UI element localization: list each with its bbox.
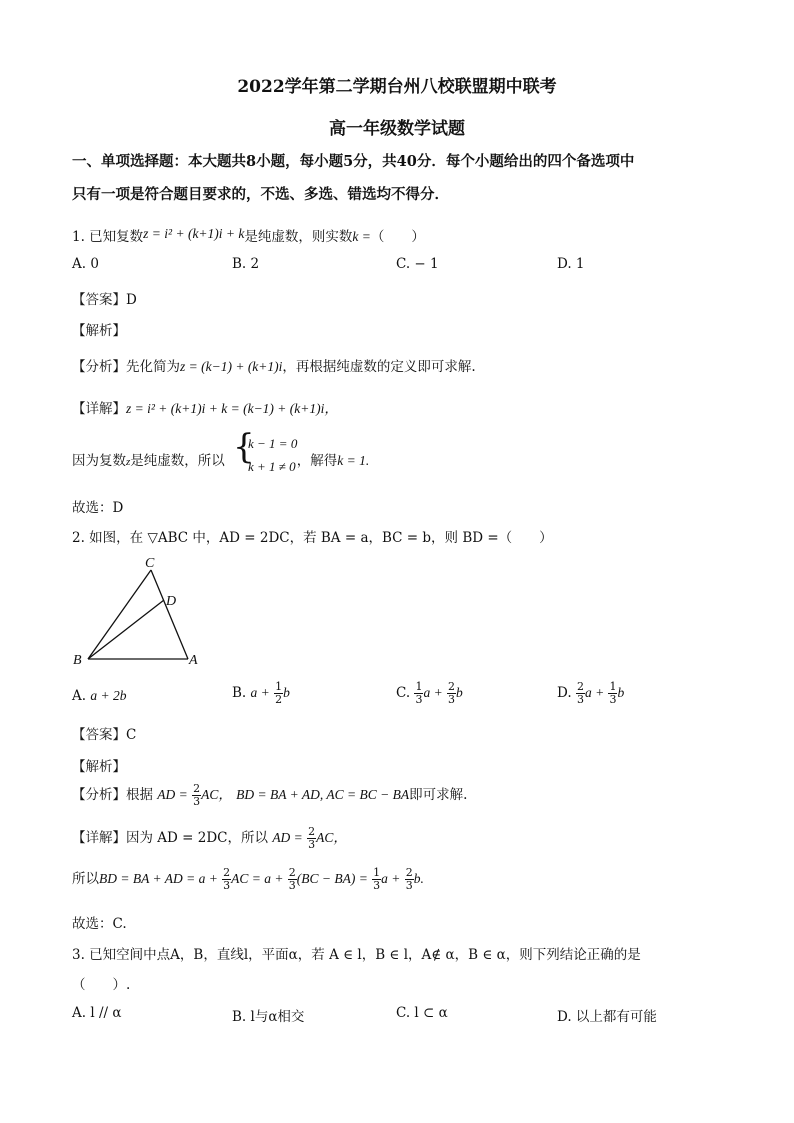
q1-fenxi-post: ，再根据纯虚数的定义即可求解.: [282, 359, 476, 375]
frac-num: 1: [609, 680, 617, 693]
frac-den: 3: [576, 693, 584, 706]
q2-option-d-mid: a +: [584, 685, 605, 700]
section-heading-line1: 一、单项选择题：本大题共8小题，每小题5分，共40分．每个小题给出的四个备选项中: [72, 153, 635, 170]
vertex-label-c: C: [145, 556, 155, 571]
q2-so-frac2: [288, 867, 297, 892]
q1-stem-formula: z = i² + (k+1)i + k: [143, 226, 245, 241]
q2-stem: 2. 如图，在 ▽ABC 中，AD = 2DC，若 BA = a，BC = b，则 BD =（ ）: [72, 530, 553, 546]
exam-title: 2022学年第二学期台州八校联盟期中联考: [237, 77, 557, 97]
frac-den: 3: [609, 693, 617, 706]
q2-fenxi-rhs: AC，: [201, 787, 232, 802]
frac-num: 2: [193, 782, 201, 795]
vertex-label-d: D: [166, 594, 177, 609]
q1-system-brace: {: [233, 427, 255, 467]
frac-den: 3: [288, 879, 296, 892]
q2-option-d-var: b: [617, 685, 625, 700]
q3-option-b: B. l与α相交: [232, 1009, 305, 1025]
q2-detail-label: 【详解】: [72, 830, 126, 846]
q1-system-line1: k − 1 = 0: [248, 436, 298, 451]
q1-stem-end: （ ）: [370, 229, 425, 245]
q2-so-pre: 所以: [72, 871, 99, 887]
q1-because-var: z: [126, 456, 131, 468]
q1-option-b: B. 2: [232, 256, 260, 272]
q1-stem: [72, 225, 425, 245]
q2-so-frac3: [372, 867, 381, 892]
q2-detail-pre: 因为 AD = 2DC，所以: [126, 830, 269, 846]
q2-answer-label: 【答案】: [72, 727, 126, 743]
q2-fenxi-pre: 根据: [126, 787, 153, 803]
q2-fenxi-post: 即可求解.: [409, 787, 468, 803]
exam-subtitle: 高一年级数学试题: [329, 119, 465, 139]
q2-so-d: a +: [381, 871, 401, 886]
q2-fenxi-label: 【分析】: [72, 787, 126, 803]
q2-so: [72, 867, 424, 892]
q3-option-a: A. l // α: [72, 1005, 122, 1021]
q2-so-a: BD = BA + AD = a +: [99, 871, 218, 886]
q2-detail: [72, 826, 347, 851]
q1-detail-formula: z = i² + (k+1)i + k = (k−1) + (k+1)i，: [126, 401, 338, 416]
q1-analysis-label: 【解析】: [72, 323, 126, 339]
q2-detail-lhs: AD =: [272, 830, 303, 845]
frac-den: 3: [308, 838, 316, 851]
q2-answer: [72, 723, 136, 743]
frac-num: 2: [308, 825, 316, 838]
q2-option-c-label: C.: [396, 685, 411, 701]
q1-detail: [72, 397, 338, 417]
frac-num: 2: [447, 680, 455, 693]
section-heading-line2: 只有一项是符合题目要求的，不选、多选、错选均不得分．: [72, 186, 449, 203]
q2-option-b: [232, 681, 290, 706]
frac-num: 1: [415, 680, 423, 693]
q1-option-c: C. − 1: [396, 256, 439, 272]
edge-bc: [88, 570, 151, 659]
q1-option-a: A. 0: [72, 256, 99, 272]
q2-option-a-expr: a + 2b: [90, 688, 127, 703]
q2-option-a-label: A.: [72, 688, 87, 704]
frac-num: 1: [373, 866, 381, 879]
q1-option-d: D. 1: [557, 256, 585, 272]
q1-detail-label: 【详解】: [72, 401, 126, 417]
q1-because: [72, 449, 369, 469]
q1-stem-mid: 是纯虚数，则实数: [244, 229, 353, 245]
q2-so-frac4: [405, 867, 414, 892]
q1-because-post: ，解得: [296, 453, 338, 469]
q2-option-d-frac1: [576, 681, 585, 706]
q1-fenxi: [72, 355, 476, 375]
edge-ca: [151, 570, 188, 659]
frac-den: 3: [405, 879, 413, 892]
q1-fenxi-pre: 先化简为: [126, 359, 180, 375]
q2-fenxi-lhs: AD =: [157, 787, 188, 802]
q2-fenxi-eqs: BD = BA + AD, AC = BC − BA: [236, 787, 410, 802]
q1-system-line2: k + 1 ≠ 0: [248, 459, 296, 474]
frac-num: 2: [223, 866, 231, 879]
q1-answer-value: D: [126, 292, 137, 308]
q1-because-result: k = 1.: [337, 453, 370, 468]
q3-option-d: D. 以上都有可能: [557, 1009, 657, 1025]
q2-option-b-var: b: [283, 685, 290, 700]
q2-option-b-expr: a +: [250, 685, 270, 700]
q2-option-d-label: D.: [557, 685, 572, 701]
frac-den: 3: [447, 693, 455, 706]
q2-option-c: [396, 681, 463, 706]
frac-den: 3: [223, 879, 231, 892]
q2-analysis-label: 【解析】: [72, 759, 126, 775]
q1-answer-label: 【答案】: [72, 292, 126, 308]
q2-option-a: [72, 688, 126, 704]
q2-fenxi: [72, 783, 467, 808]
q2-so-b: AC = a +: [231, 871, 284, 886]
q2-option-c-frac2: [447, 681, 456, 706]
q2-so-c: (BC − BA) =: [296, 871, 368, 886]
q2-option-d: [557, 681, 624, 706]
q2-triangle-figure: [70, 552, 210, 670]
q2-option-c-mid: a +: [423, 685, 443, 700]
q1-answer: [72, 288, 137, 308]
q1-conclusion: 故选：D: [72, 500, 124, 516]
vertex-label-a: A: [189, 653, 198, 668]
q2-option-b-label: B.: [232, 685, 247, 701]
q3-stem-cont: （ ）.: [72, 977, 131, 993]
frac-den: 3: [193, 795, 201, 808]
q3-stem: 3. 已知空间中点A，B，直线l，平面α，若 A ∈ l，B ∈ l，A∉ α，B ∈ α，则下列结论正确的是: [72, 947, 641, 963]
q1-because-pre: 因为复数: [72, 453, 126, 469]
q2-fenxi-frac: [192, 783, 201, 808]
frac-num: 1: [275, 680, 283, 693]
q2-answer-value: C: [126, 727, 137, 743]
q2-option-b-frac: [274, 681, 283, 706]
frac-num: 2: [288, 866, 296, 879]
q3-option-c: C. l ⊂ α: [396, 1005, 448, 1021]
q2-so-frac1: [222, 867, 231, 892]
q1-stem-var: k =: [352, 229, 371, 244]
frac-num: 2: [405, 866, 413, 879]
edge-bd: [88, 600, 164, 659]
frac-num: 2: [576, 680, 584, 693]
vertex-label-b: B: [73, 653, 82, 668]
q2-so-e: b.: [413, 871, 424, 886]
frac-den: 2: [275, 693, 283, 706]
q1-fenxi-formula: z = (k−1) + (k+1)i: [180, 359, 283, 374]
q1-stem-prefix: 1. 已知复数: [72, 229, 144, 245]
q1-fenxi-label: 【分析】: [72, 359, 126, 375]
frac-den: 3: [415, 693, 423, 706]
q2-detail-rhs: AC，: [316, 830, 347, 845]
q2-option-c-var: b: [455, 685, 463, 700]
q2-conclusion: 故选：C.: [72, 916, 127, 932]
q2-detail-frac: [307, 826, 316, 851]
q1-because-mid: 是纯虚数，所以: [130, 453, 225, 469]
frac-den: 3: [373, 879, 381, 892]
